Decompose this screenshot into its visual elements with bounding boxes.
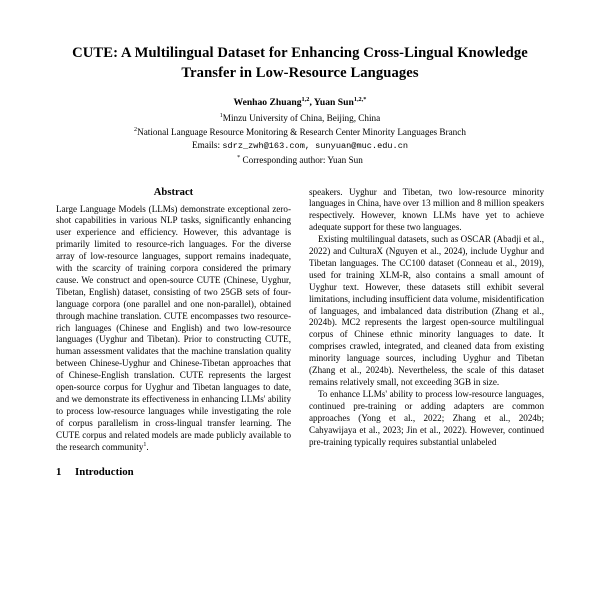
left-column: [56, 187, 291, 478]
abstract-end-period: .: [146, 441, 149, 452]
section-title: Introduction: [75, 465, 134, 478]
email-label: Emails:: [191, 140, 223, 151]
page-title: CUTE: A Multilingual Dataset for Enhancing Cross-Lingual Knowledge Transfer in Low-Resource Languages: [72, 45, 528, 81]
abstract-paragraph: [56, 204, 291, 454]
section-introduction-heading: [56, 466, 291, 478]
author-two: , Yuan Sun: [309, 97, 354, 109]
affiliation-one-marker: 1: [219, 113, 223, 120]
email-line: [56, 139, 544, 152]
abstract-footnote-marker[interactable]: 1: [143, 441, 147, 448]
corresponding-marker: *: [237, 154, 241, 161]
affiliation-two-marker: 2: [134, 126, 138, 133]
corresponding-author-note: [56, 155, 544, 165]
email-addresses[interactable]: sdrz_zwh@163.com, sunyuan@muc.edu.cn: [222, 141, 409, 152]
section-number: 1: [56, 465, 62, 478]
body-paragraph: Existing multilingual datasets, such as OSCAR (Abadji et al., 2022) and CulturaX (Nguyen et al., 2024), include Uyghur and Tibetan languages. The CC100 dataset (Conneau et al., 2019), used for training XLM-R, also contains a small amount of Uyghur text. However, these datasets still exhibit several limitations, including insufficient data volume, misidentification of languages, and imbalanced data distribution (Zhang et al., 2024b). MC2 represents the largest open-source multilingual corpus of Chinese ethnic minority languages to date. It comprises crawled, integrated, and cleaned data from existing minority language sources, including Uyghur and Tibetan (Zhang et al., 2024b). Nevertheless, the scale of this dataset remains relatively small, not exceeding 3GB in size.: [309, 234, 544, 388]
two-column-body: [56, 187, 544, 478]
affiliation-one: [56, 112, 544, 125]
author-two-affil-marker: 1,2,*: [353, 96, 367, 104]
affiliation-two: [56, 126, 544, 139]
author-list: [56, 97, 544, 108]
corresponding-text: Corresponding author: Yuan Sun: [242, 154, 363, 165]
author-one-affil-marker: 1,2: [301, 96, 310, 104]
body-paragraph: speakers. Uyghur and Tibetan, two low-resource minority languages in China, have over 13 million and 8 million speakers respectively. However, known LLMs have yet to achieve adequate support for these two languages.: [309, 186, 544, 233]
right-column: [309, 187, 544, 478]
affiliation-one-text: Minzu University of China, Beijing, China: [222, 113, 381, 124]
body-paragraph: To enhance LLMs' ability to process low-resource languages, continued pre-training or adding adapters are common approaches (Yong et al., 2022; Zhang et al., 2024b; Cahyawijaya et al., 2023; Jin et al., 2022). However, continued pre-training typically requires substantial unlabeled: [309, 388, 544, 447]
affiliation-two-text: National Language Resource Monitoring & Research Center Minority Languages Branch: [137, 126, 466, 137]
abstract-heading: Abstract: [153, 186, 194, 198]
abstract-text: Large Language Models (LLMs) demonstrate exceptional zero-shot capabilities in various NLP tasks, significantly enhancing user experience and efficiency. However, this advantage is primarily limited to resource-rich languages. For the diverse array of low-resource languages, support remains inadequate, with the scarcity of training corpora considered the primary cause. We construct and open-source CUTE (Chinese, Uyghur, Tibetan, English) dataset, consisting of two 25GB sets of four-language corpora (one parallel and one non-parallel), obtained through machine translation. CUTE encompasses two resource-rich languages (Chinese and English) and two low-resource languages (Uyghur and Tibetan). Prior to constructing CUTE, human assessment validates that the machine translation quality between Chinese-Uyghur and Chinese-Tibetan approaches that of Chinese-English translation. CUTE represents the largest open-source corpus for Uyghur and Tibetan languages to date, and we demonstrate its effectiveness in enhancing LLMs' ability to process low-resource languages while investigating the role of corpus parallelism in cross-lingual transfer learning. The CUTE corpus and related models are made publicly available to the research community: [56, 203, 291, 452]
author-one: Wenhao Zhuang: [233, 97, 302, 109]
